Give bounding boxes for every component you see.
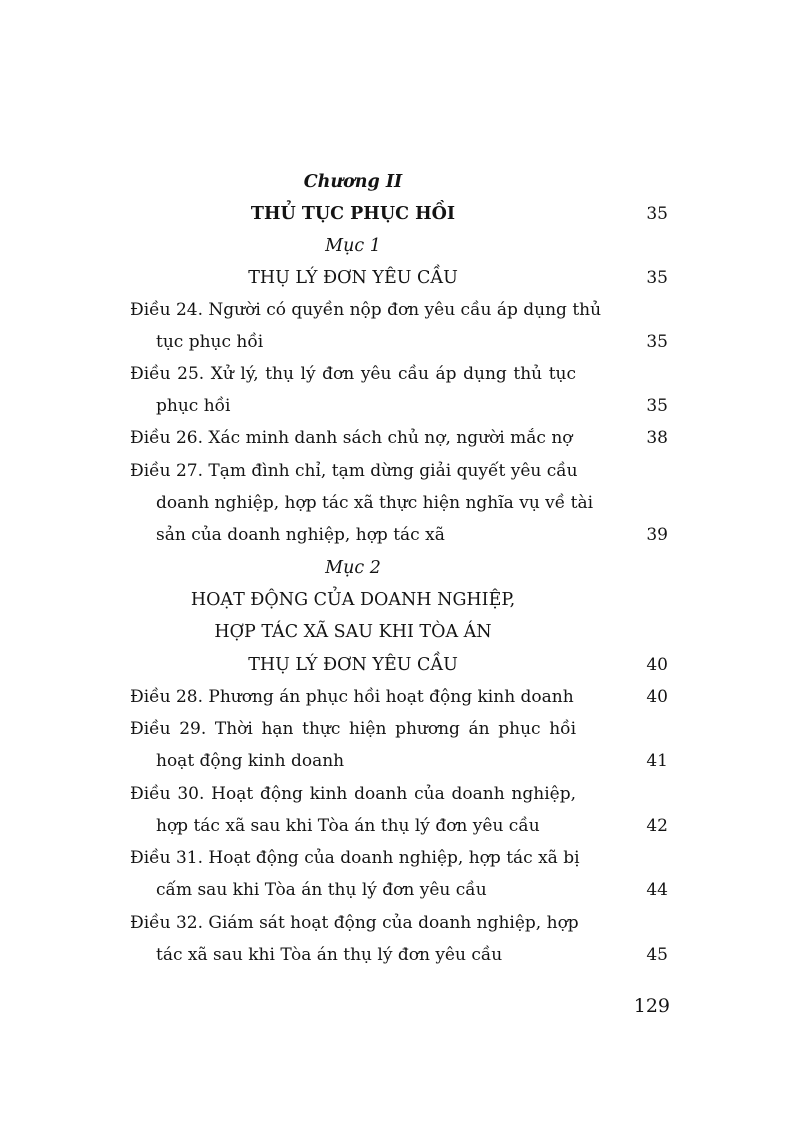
toc-entry-32-page: 45: [646, 945, 668, 965]
toc-entry-29-line2: hoạt động kinh doanh: [156, 751, 345, 771]
section2-title-line2: HỢP TÁC XÃ SAU KHI TÒA ÁN: [214, 622, 492, 642]
section1-label: Mục 1: [325, 236, 381, 256]
toc-entry-25-line1: Điều 25. Xử lý, thụ lý đơn yêu cầu áp dụng thủ tục: [130, 364, 576, 384]
section1-title: THỤ LÝ ĐƠN YÊU CẦU: [248, 268, 458, 288]
page-number: 129: [633, 995, 670, 1017]
toc-entry-32-line1: Điều 32. Giám sát hoạt động của doanh nghiệp, hợp: [130, 913, 579, 933]
toc-entry-24-line2: tục phục hồi: [156, 332, 264, 352]
toc-entry-27-page: 39: [646, 525, 668, 545]
toc-entry-25-page: 35: [646, 396, 668, 416]
toc-entry-31-line2: cấm sau khi Tòa án thụ lý đơn yêu cầu: [156, 880, 487, 900]
toc-entry-28-page: 40: [646, 687, 668, 707]
toc-entry-24-line1: Điều 24. Người có quyền nộp đơn yêu cầu áp dụng thủ: [130, 300, 602, 320]
toc-entry-30-line1: Điều 30. Hoạt động kinh doanh của doanh nghiệp,: [130, 784, 576, 804]
toc-entry-27-line3: sản của doanh nghiệp, hợp tác xã: [156, 525, 445, 545]
section1-page: 35: [646, 268, 668, 288]
toc-entry-31-line1: Điều 31. Hoạt động của doanh nghiệp, hợp tác xã bị: [130, 848, 580, 868]
toc-entry-27-line1: Điều 27. Tạm đình chỉ, tạm dừng giải quyết yêu cầu: [130, 461, 578, 481]
toc-entry-31-page: 44: [646, 880, 668, 900]
toc-entry-30-page: 42: [646, 816, 668, 836]
toc-entry-29-page: 41: [646, 751, 668, 771]
toc-entry-27-line2: doanh nghiệp, hợp tác xã thực hiện nghĩa vụ về tài: [156, 493, 594, 513]
toc-entry-28-line1: Điều 28. Phương án phục hồi hoạt động kinh doanh: [130, 687, 574, 707]
toc-entry-32-line2: tác xã sau khi Tòa án thụ lý đơn yêu cầu: [156, 945, 503, 965]
section2-page: 40: [646, 655, 668, 675]
chapter-label: Chương II: [303, 172, 403, 192]
toc-entry-24-page: 35: [646, 332, 668, 352]
toc-entry-30-line2: hợp tác xã sau khi Tòa án thụ lý đơn yêu cầu: [156, 816, 540, 836]
section2-label: Mục 2: [325, 558, 381, 578]
chapter-title: THỦ TỤC PHỤC HỒI: [250, 204, 456, 224]
toc-entry-25-line2: phục hồi: [156, 396, 231, 416]
toc-entry-26-line1: Điều 26. Xác minh danh sách chủ nợ, người mắc nợ: [130, 428, 573, 448]
section2-title-line1: HOẠT ĐỘNG CỦA DOANH NGHIỆP,: [190, 590, 516, 610]
section2-title-line3: THỤ LÝ ĐƠN YÊU CẦU: [248, 655, 458, 675]
toc-entry-29-line1: Điều 29. Thời hạn thực hiện phương án phục hồi: [130, 719, 576, 739]
chapter-page: 35: [646, 204, 668, 224]
toc-entry-26-page: 38: [646, 428, 668, 448]
